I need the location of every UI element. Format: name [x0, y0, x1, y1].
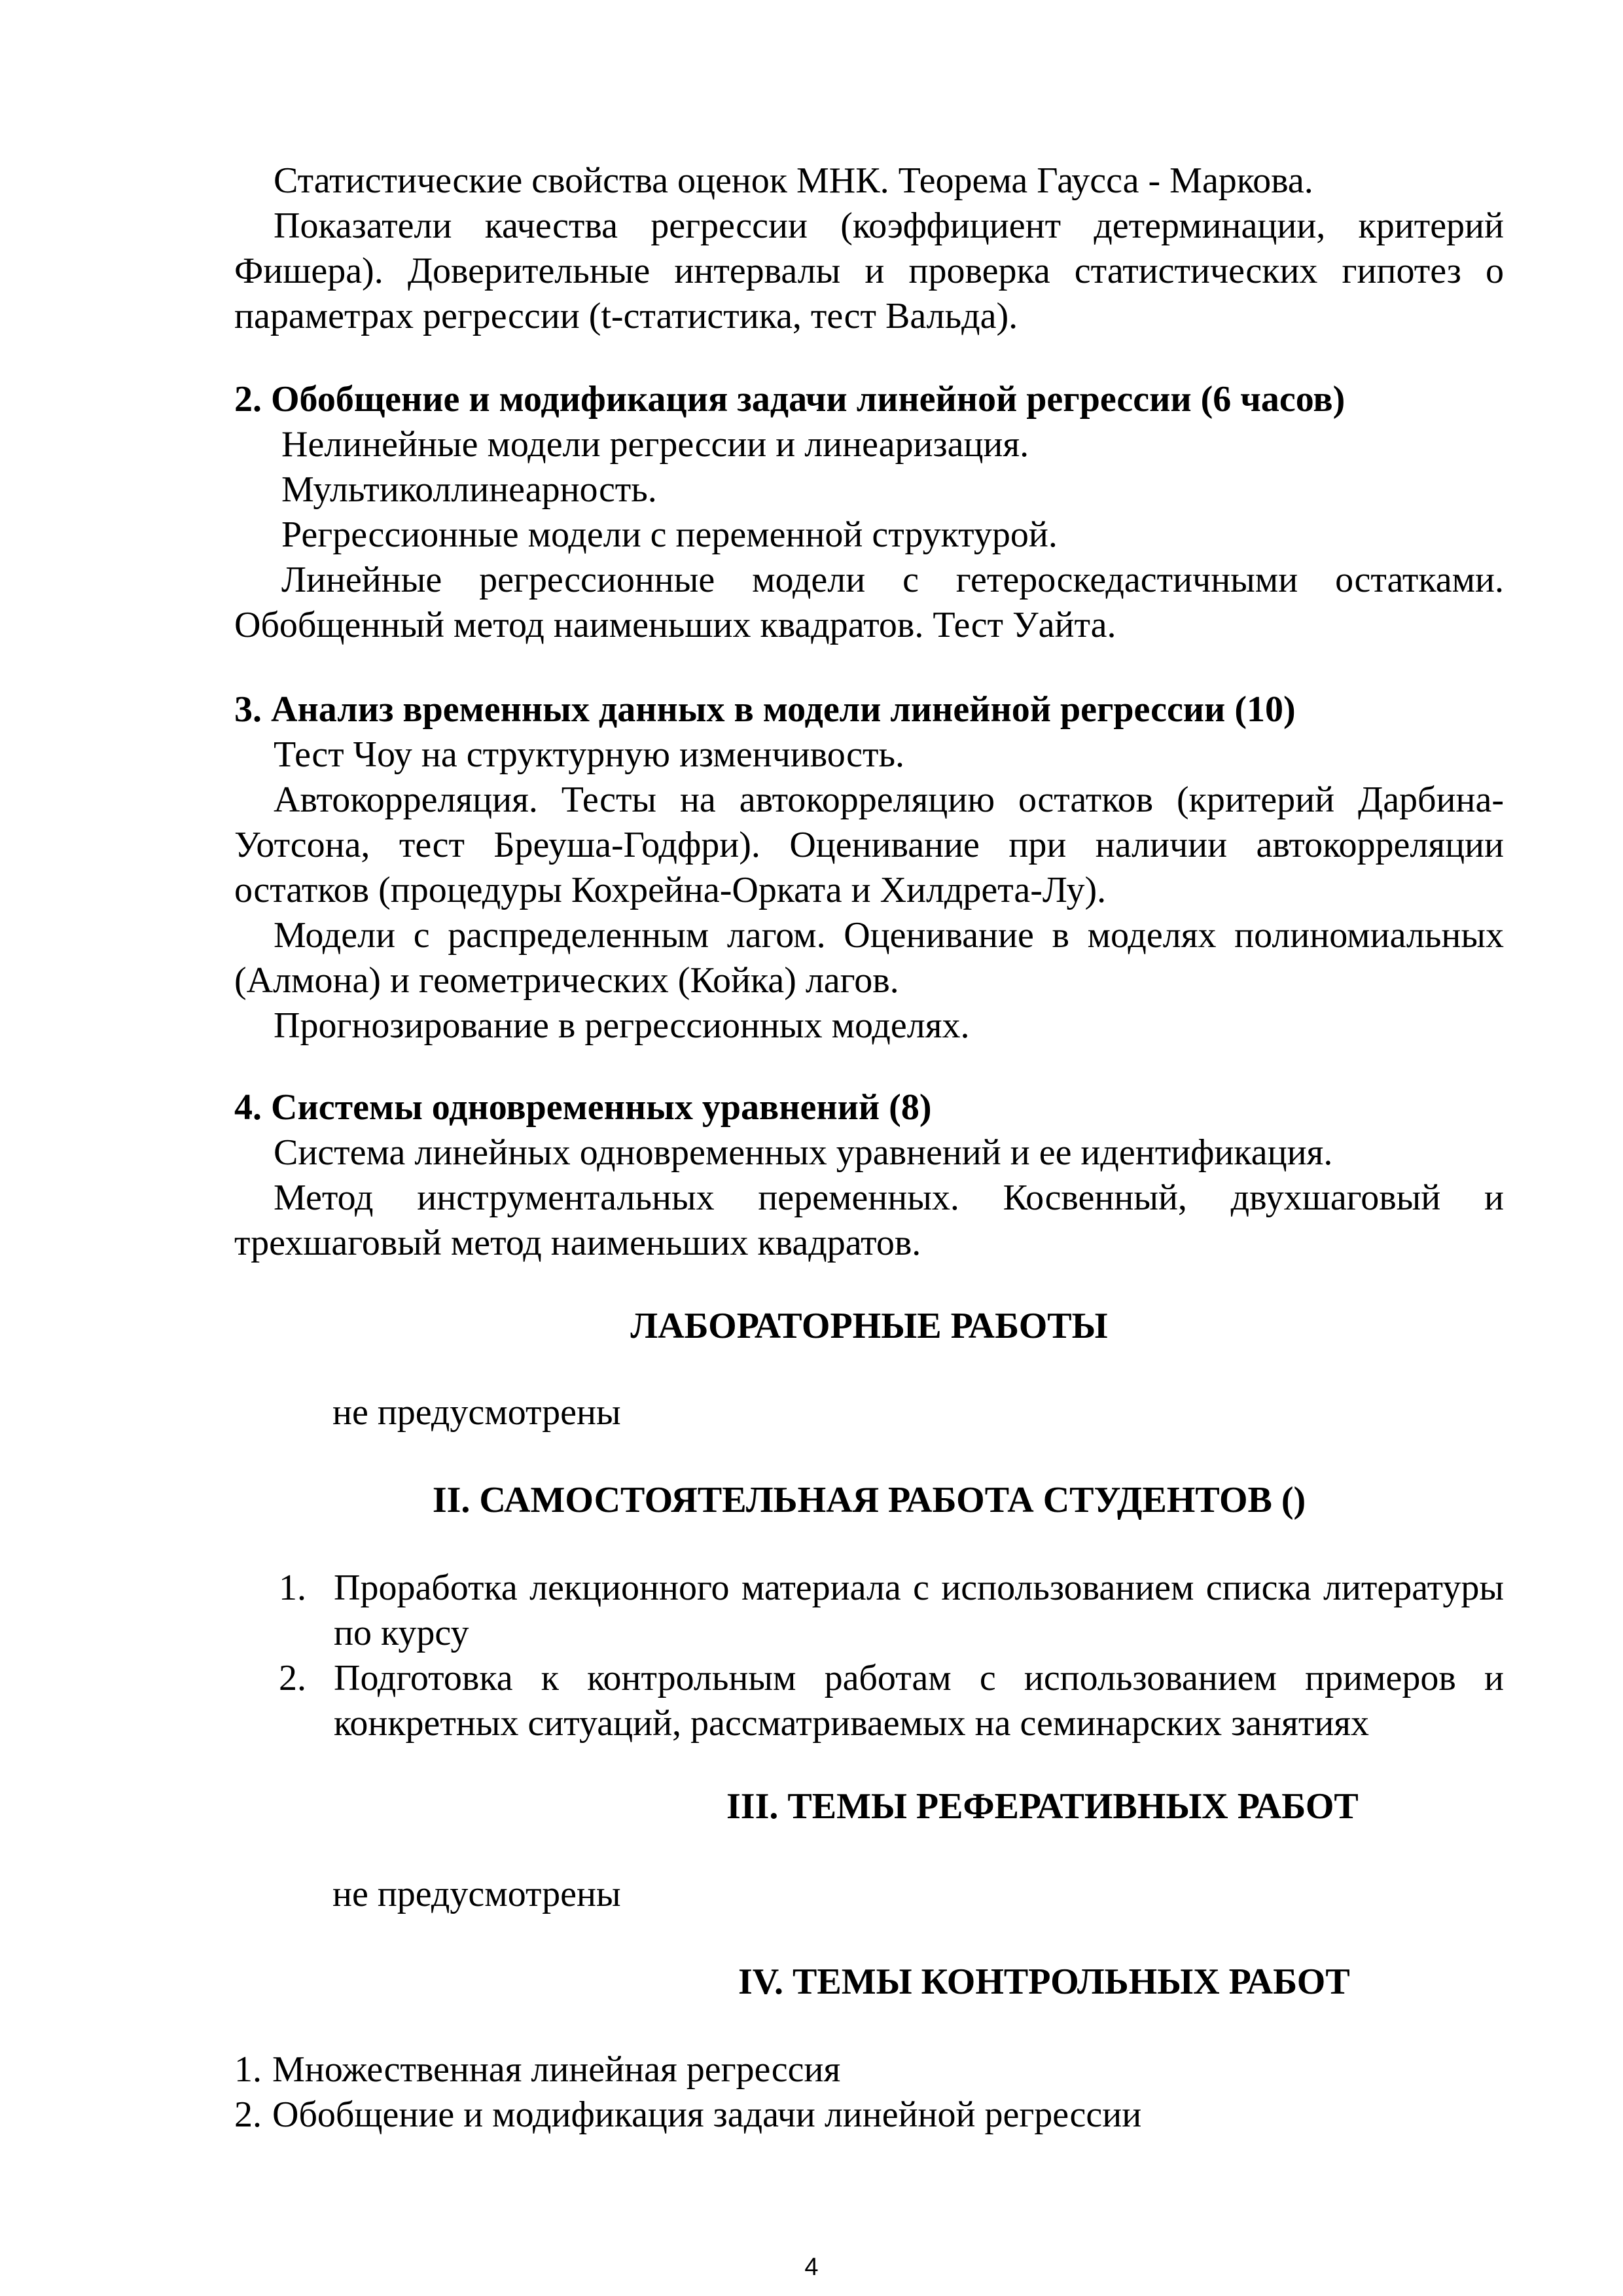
- tests-heading: IV. ТЕМЫ КОНТРОЛЬНЫХ РАБОТ: [738, 1962, 1350, 2002]
- section-3-paragraph-4: Прогнозирование в регрессионных моделях.: [274, 1005, 970, 1046]
- selfwork-heading: II. САМОСТОЯТЕЛЬНАЯ РАБОТА СТУДЕНТОВ (): [432, 1480, 1306, 1520]
- intro-block: [234, 158, 1504, 339]
- section-2-paragraph-1: Нелинейные модели регрессии и линеаризация.: [281, 424, 1029, 465]
- section-3: [234, 687, 1504, 1049]
- list-item-number: 2.: [279, 1658, 306, 1698]
- list-item-text: Обобщение и модификация задачи линейной регрессии: [272, 2094, 1142, 2135]
- section-3-paragraph-1: Тест Чоу на структурную изменчивость.: [274, 734, 905, 775]
- labs-section: [234, 1304, 1504, 1349]
- labs-text: не предусмотрены: [332, 1392, 621, 1433]
- section-3-paragraph-3: Модели с распределенным лагом. Оценивание в моделях полиномиальных (Алмона) и геометрических (Койка) лагов.: [234, 915, 1504, 1001]
- selfwork-section: [234, 1478, 1504, 1523]
- list-item-text: Множественная линейная регрессия: [272, 2049, 841, 2090]
- tests-section: [738, 1960, 1432, 2005]
- labs-text-block: [332, 1390, 1602, 1435]
- section-2-paragraph-4: Линейные регрессионные модели с гетероскедастичными остатками. Обобщенный метод наименьших квадратов. Тест Уайта.: [234, 560, 1504, 645]
- list-item-number: 1.: [234, 2049, 262, 2090]
- selfwork-list-item: [234, 1566, 1504, 1656]
- section-3-paragraph-2: Автокорреляция. Тесты на автокорреляцию остатков (критерий Дарбина-Уотсона, тест Бреуша-Годфри). Оценивание при наличии автокорреляции остатков (процедуры Кохрейна-Орката и Хилдрета-Лу).: [234, 780, 1504, 910]
- tests-list-item: [234, 2047, 1504, 2092]
- tests-list: [234, 2047, 1504, 2138]
- essays-text-block: [332, 1872, 1602, 1917]
- list-item-number: 1.: [279, 1568, 306, 1608]
- tests-list-item: [234, 2092, 1504, 2138]
- section-4-paragraph-2: Метод инструментальных переменных. Косвенный, двухшаговый и трехшаговый метод наименьших квадратов.: [234, 1177, 1504, 1263]
- page-number: 4: [804, 2253, 819, 2281]
- section-3-title: 3. Анализ временных данных в модели линейной регрессии (10): [234, 689, 1296, 730]
- list-item-text: Проработка лекционного материала с использованием списка литературы по курсу: [334, 1568, 1504, 1653]
- essays-section: [726, 1784, 1420, 1829]
- selfwork-list-item: [234, 1656, 1504, 1746]
- essays-heading: III. ТЕМЫ РЕФЕРАТИВНЫХ РАБОТ: [726, 1786, 1359, 1827]
- selfwork-list: [234, 1566, 1504, 1746]
- section-2: [234, 377, 1504, 648]
- section-2-paragraph-3: Регрессионные модели с переменной структурой.: [281, 514, 1058, 555]
- essays-text: не предусмотрены: [332, 1874, 621, 1914]
- section-2-title: 2. Обобщение и модификация задачи линейной регрессии (6 часов): [234, 379, 1346, 420]
- list-item-text: Подготовка к контрольным работам с использованием примеров и конкретных ситуаций, рассматриваемых на семинарских занятиях: [334, 1658, 1504, 1744]
- intro-paragraph-1: Статистические свойства оценок МНК. Теорема Гаусса - Маркова.: [274, 160, 1313, 201]
- section-4-title: 4. Системы одновременных уравнений (8): [234, 1087, 932, 1128]
- section-4: [234, 1085, 1504, 1266]
- section-2-paragraph-2: Мультиколлинеарность.: [281, 469, 657, 510]
- selfwork-list-block: [234, 1566, 1504, 1746]
- tests-list-block: [234, 2047, 1504, 2138]
- list-item-number: 2.: [234, 2094, 262, 2135]
- section-4-paragraph-1: Система линейных одновременных уравнений и ее идентификация.: [274, 1132, 1333, 1173]
- intro-paragraph-2: Показатели качества регрессии (коэффициент детерминации, критерий Фишера). Доверительные интервалы и проверка статистических гипотез о параметрах регрессии (t-статистика, тест Вальда).: [234, 206, 1504, 336]
- labs-heading: ЛАБОРАТОРНЫЕ РАБОТЫ: [630, 1306, 1108, 1346]
